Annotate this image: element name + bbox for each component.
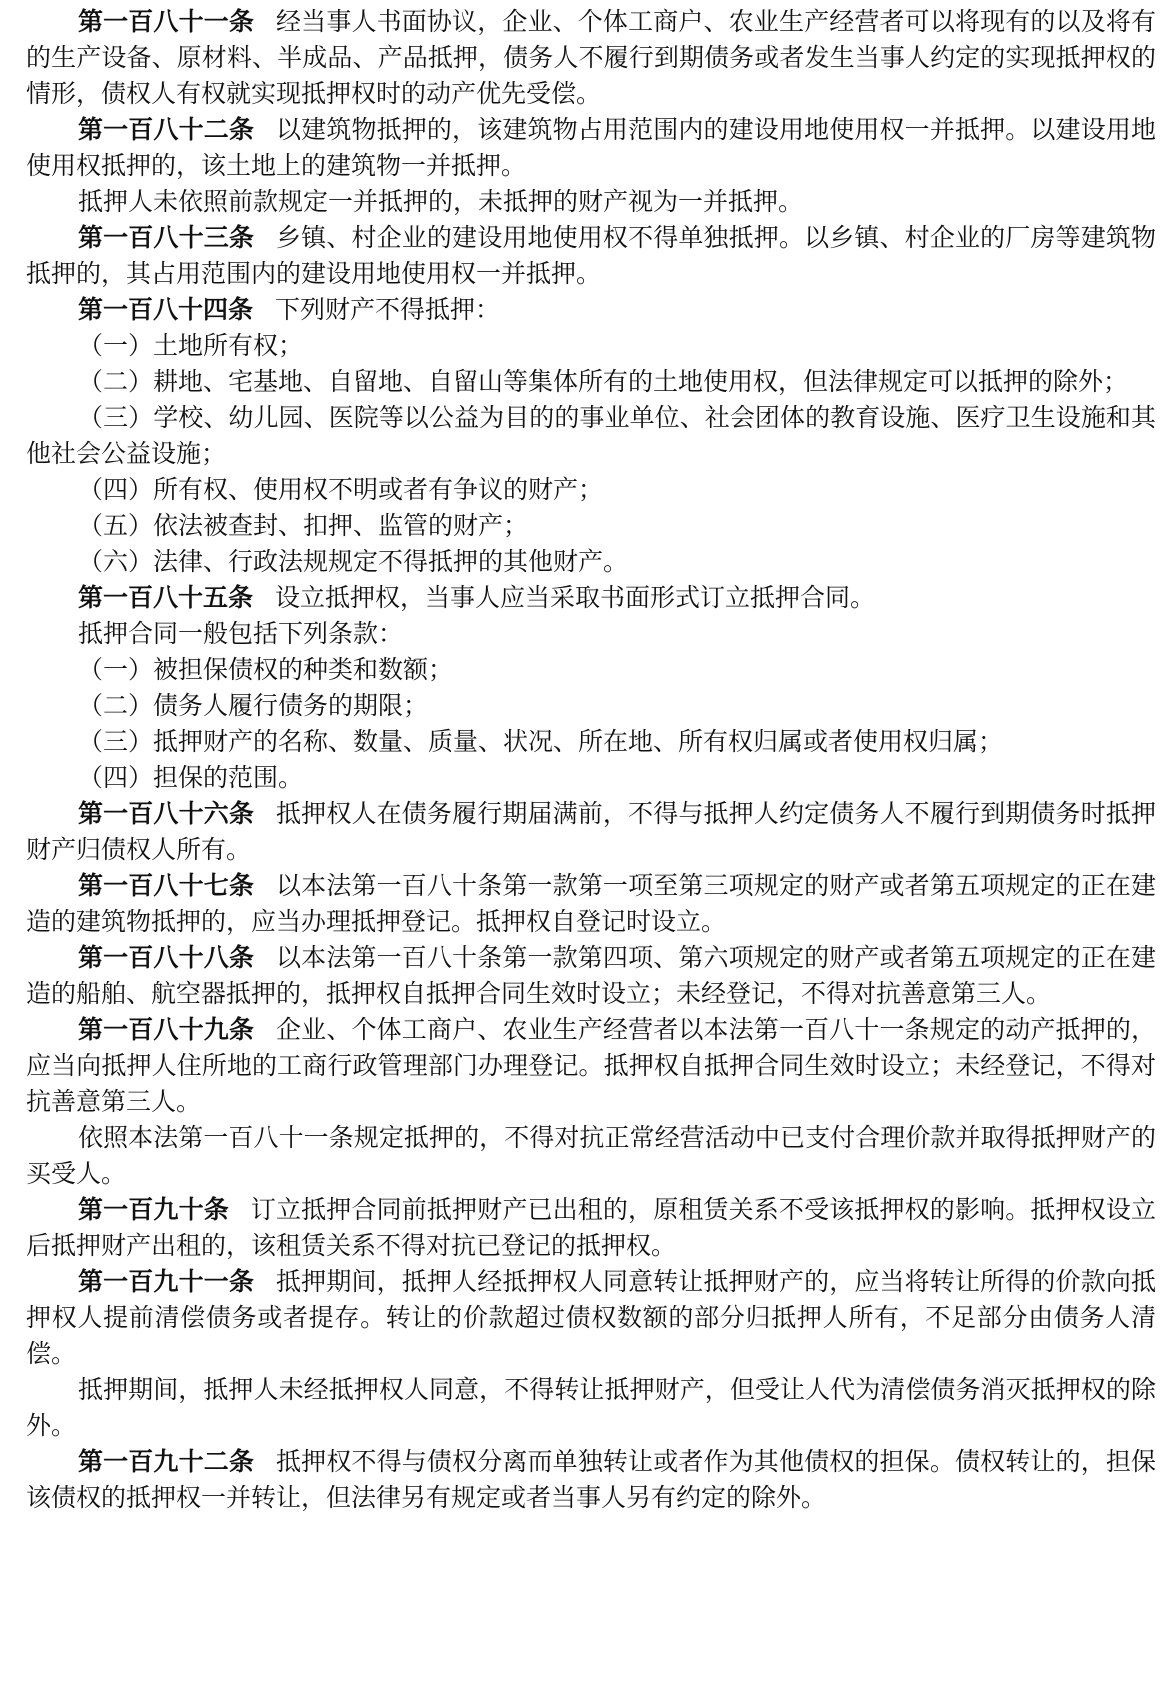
paragraph-text: 抵押权人在债务履行期届满前，不得与抵押人约定债务人不履行到期债务时抵押财产归债权人所有。 [26,799,1156,864]
article-heading: 第一百八十二条 [78,115,255,144]
paragraph-text: （三）抵押财产的名称、数量、质量、状况、所在地、所有权归属或者使用权归属； [78,727,1004,756]
paragraph-text: 以本法第一百八十条第一款第一项至第三项规定的财产或者第五项规定的正在建造的建筑物抵押的，应当办理抵押登记。抵押权自登记时设立。 [26,871,1156,936]
paragraph-art-187 [26,868,1156,940]
list-item [26,400,1156,472]
article-heading: 第一百九十条 [78,1195,229,1224]
paragraph-text: （一）土地所有权； [78,331,304,360]
list-item [26,544,1156,580]
paragraph-art-188 [26,940,1156,1012]
article-heading: 第一百八十七条 [78,871,255,900]
paragraph-text: （二）债务人履行债务的期限； [78,691,429,720]
paragraph-text: 抵押人未依照前款规定一并抵押的，未抵押的财产视为一并抵押。 [78,187,804,216]
paragraph-art-191 [26,1264,1156,1372]
paragraph-text: 抵押合同一般包括下列条款： [78,619,404,648]
paragraph-text: （六）法律、行政法规规定不得抵押的其他财产。 [78,547,629,576]
document-page [26,4,1156,1516]
paragraph-art-189 [26,1012,1156,1120]
paragraph-art-190 [26,1192,1156,1264]
paragraph-text: 抵押期间，抵押人未经抵押权人同意，不得转让抵押财产，但受让人代为清偿债务消灭抵押权的除外。 [26,1375,1156,1440]
paragraph-text: （四）担保的范围。 [78,763,304,792]
paragraph-art-184 [26,292,1156,328]
paragraph [26,184,1156,220]
list-item [26,724,1156,760]
paragraph-text: （五）依法被查封、扣押、监管的财产； [78,511,529,540]
paragraph [26,1372,1156,1444]
paragraph-text: 乡镇、村企业的建设用地使用权不得单独抵押。以乡镇、村企业的厂房等建筑物抵押的，其占用范围内的建设用地使用权一并抵押。 [26,223,1156,288]
paragraph-text: 企业、个体工商户、农业生产经营者以本法第一百八十一条规定的动产抵押的，应当向抵押人住所地的工商行政管理部门办理登记。抵押权自抵押合同生效时设立；未经登记，不得对抗善意第三人。 [26,1015,1156,1116]
paragraph-text: 设立抵押权，当事人应当采取书面形式订立抵押合同。 [275,583,876,612]
paragraph [26,616,1156,652]
list-item [26,364,1156,400]
paragraph-art-182 [26,112,1156,184]
article-heading: 第一百九十二条 [78,1447,255,1476]
paragraph-text: 抵押期间，抵押人经抵押权人同意转让抵押财产的，应当将转让所得的价款向抵押权人提前清偿债务或者提存。转让的价款超过债权数额的部分归抵押人所有，不足部分由债务人清偿。 [26,1267,1156,1368]
paragraph-text: （四）所有权、使用权不明或者有争议的财产； [78,475,604,504]
list-item [26,760,1156,796]
list-item [26,688,1156,724]
article-heading: 第一百八十八条 [78,943,255,972]
paragraph-text: 订立抵押合同前抵押财产已出租的，原租赁关系不受该抵押权的影响。抵押权设立后抵押财产出租的，该租赁关系不得对抗已登记的抵押权。 [26,1195,1156,1260]
paragraph-art-181 [26,4,1156,112]
paragraph-art-185 [26,580,1156,616]
article-heading: 第一百八十一条 [78,7,255,36]
paragraph-art-192 [26,1444,1156,1516]
article-heading: 第一百八十六条 [78,799,255,828]
article-heading: 第一百八十三条 [78,223,255,252]
paragraph-text: 以本法第一百八十条第一款第四项、第六项规定的财产或者第五项规定的正在建造的船舶、航空器抵押的，抵押权自抵押合同生效时设立；未经登记，不得对抗善意第三人。 [26,943,1156,1008]
paragraph-text: 依照本法第一百八十一条规定抵押的，不得对抗正常经营活动中已支付合理价款并取得抵押财产的买受人。 [26,1123,1156,1188]
paragraph-text: （二）耕地、宅基地、自留地、自留山等集体所有的土地使用权，但法律规定可以抵押的除外； [78,367,1129,396]
article-heading: 第一百八十九条 [78,1015,255,1044]
paragraph [26,1120,1156,1192]
paragraph-art-183 [26,220,1156,292]
paragraph-text: （一）被担保债权的种类和数额； [78,655,454,684]
paragraph-text: 抵押权不得与债权分离而单独转让或者作为其他债权的担保。债权转让的，担保该债权的抵押权一并转让，但法律另有规定或者当事人另有约定的除外。 [26,1447,1156,1512]
article-heading: 第一百九十一条 [78,1267,255,1296]
paragraph-text: （三）学校、幼儿园、医院等以公益为目的的事业单位、社会团体的教育设施、医疗卫生设施和其他社会公益设施； [26,403,1156,468]
list-item [26,652,1156,688]
list-item [26,328,1156,364]
article-heading: 第一百八十五条 [78,583,254,612]
paragraph-text: 以建筑物抵押的，该建筑物占用范围内的建设用地使用权一并抵押。以建设用地使用权抵押的，该土地上的建筑物一并抵押。 [26,115,1156,180]
paragraph-text: 下列财产不得抵押： [275,295,501,324]
paragraph-text: 经当事人书面协议，企业、个体工商户、农业生产经营者可以将现有的以及将有的生产设备、原材料、半成品、产品抵押，债务人不履行到期债务或者发生当事人约定的实现抵押权的情形，债权人有权就实现抵押权时的动产优先受偿。 [26,7,1156,108]
article-heading: 第一百八十四条 [78,295,254,324]
list-item [26,508,1156,544]
list-item [26,472,1156,508]
paragraph-art-186 [26,796,1156,868]
